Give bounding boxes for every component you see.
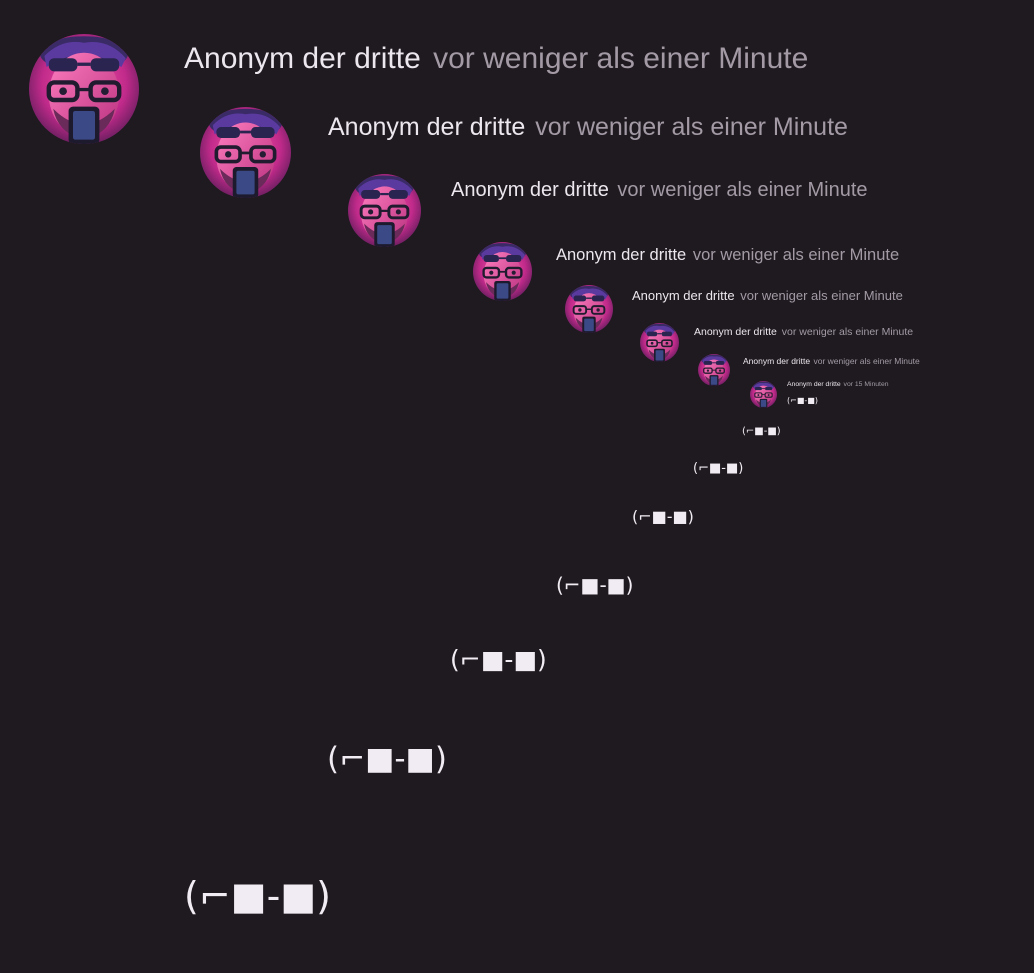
comment-body: (⌐■-■) [632, 507, 694, 526]
author-name[interactable]: Anonym der dritte [184, 42, 421, 75]
avatar[interactable] [750, 381, 777, 408]
comment-body: (⌐■-■) [693, 461, 744, 476]
author-name[interactable]: Anonym der dritte [743, 356, 811, 366]
avatar[interactable] [565, 285, 613, 333]
comment-header [556, 247, 899, 264]
author-name[interactable]: Anonym der dritte [694, 326, 777, 338]
comment-header [694, 327, 913, 338]
author-name[interactable]: Anonym der dritte [328, 113, 526, 141]
comment-header [328, 115, 848, 140]
timestamp: vor 15 Minuten [843, 381, 889, 388]
comment-header [743, 357, 920, 366]
avatar-icon [29, 34, 139, 144]
timestamp: vor weniger als einer Minute [617, 179, 868, 201]
avatar-icon [200, 107, 291, 198]
timestamp: vor weniger als einer Minute [813, 356, 920, 366]
avatar-icon [750, 381, 777, 408]
timestamp: vor weniger als einer Minute [433, 42, 809, 75]
comment-body: (⌐■-■) [327, 741, 447, 777]
comment-body: (⌐■-■) [450, 645, 547, 674]
avatar-icon [473, 242, 532, 301]
avatar[interactable] [640, 323, 679, 362]
author-name[interactable]: Anonym der dritte [787, 381, 841, 388]
avatar[interactable] [473, 242, 532, 301]
comment-body: (⌐■-■) [556, 573, 634, 597]
avatar-icon [698, 354, 730, 386]
comment-body: (⌐■-■) [787, 396, 818, 405]
timestamp: vor weniger als einer Minute [535, 113, 848, 141]
timestamp: vor weniger als einer Minute [692, 246, 900, 264]
avatar-icon [348, 174, 421, 247]
comment-body: (⌐■-■) [742, 426, 781, 437]
timestamp: vor weniger als einer Minute [740, 288, 903, 303]
avatar[interactable] [348, 174, 421, 247]
comment-body: (⌐■-■) [184, 874, 332, 918]
author-name[interactable]: Anonym der dritte [632, 288, 735, 303]
author-name[interactable]: Anonym der dritte [556, 246, 687, 264]
comment-header [184, 44, 808, 74]
avatar[interactable] [698, 354, 730, 386]
avatar-icon [565, 285, 613, 333]
author-name[interactable]: Anonym der dritte [451, 179, 609, 201]
comment-header [632, 289, 903, 302]
comment-header [451, 180, 868, 200]
timestamp: vor weniger als einer Minute [781, 326, 914, 338]
comment-header [787, 382, 889, 389]
avatar[interactable] [29, 34, 139, 144]
avatar-icon [640, 323, 679, 362]
avatar[interactable] [200, 107, 291, 198]
